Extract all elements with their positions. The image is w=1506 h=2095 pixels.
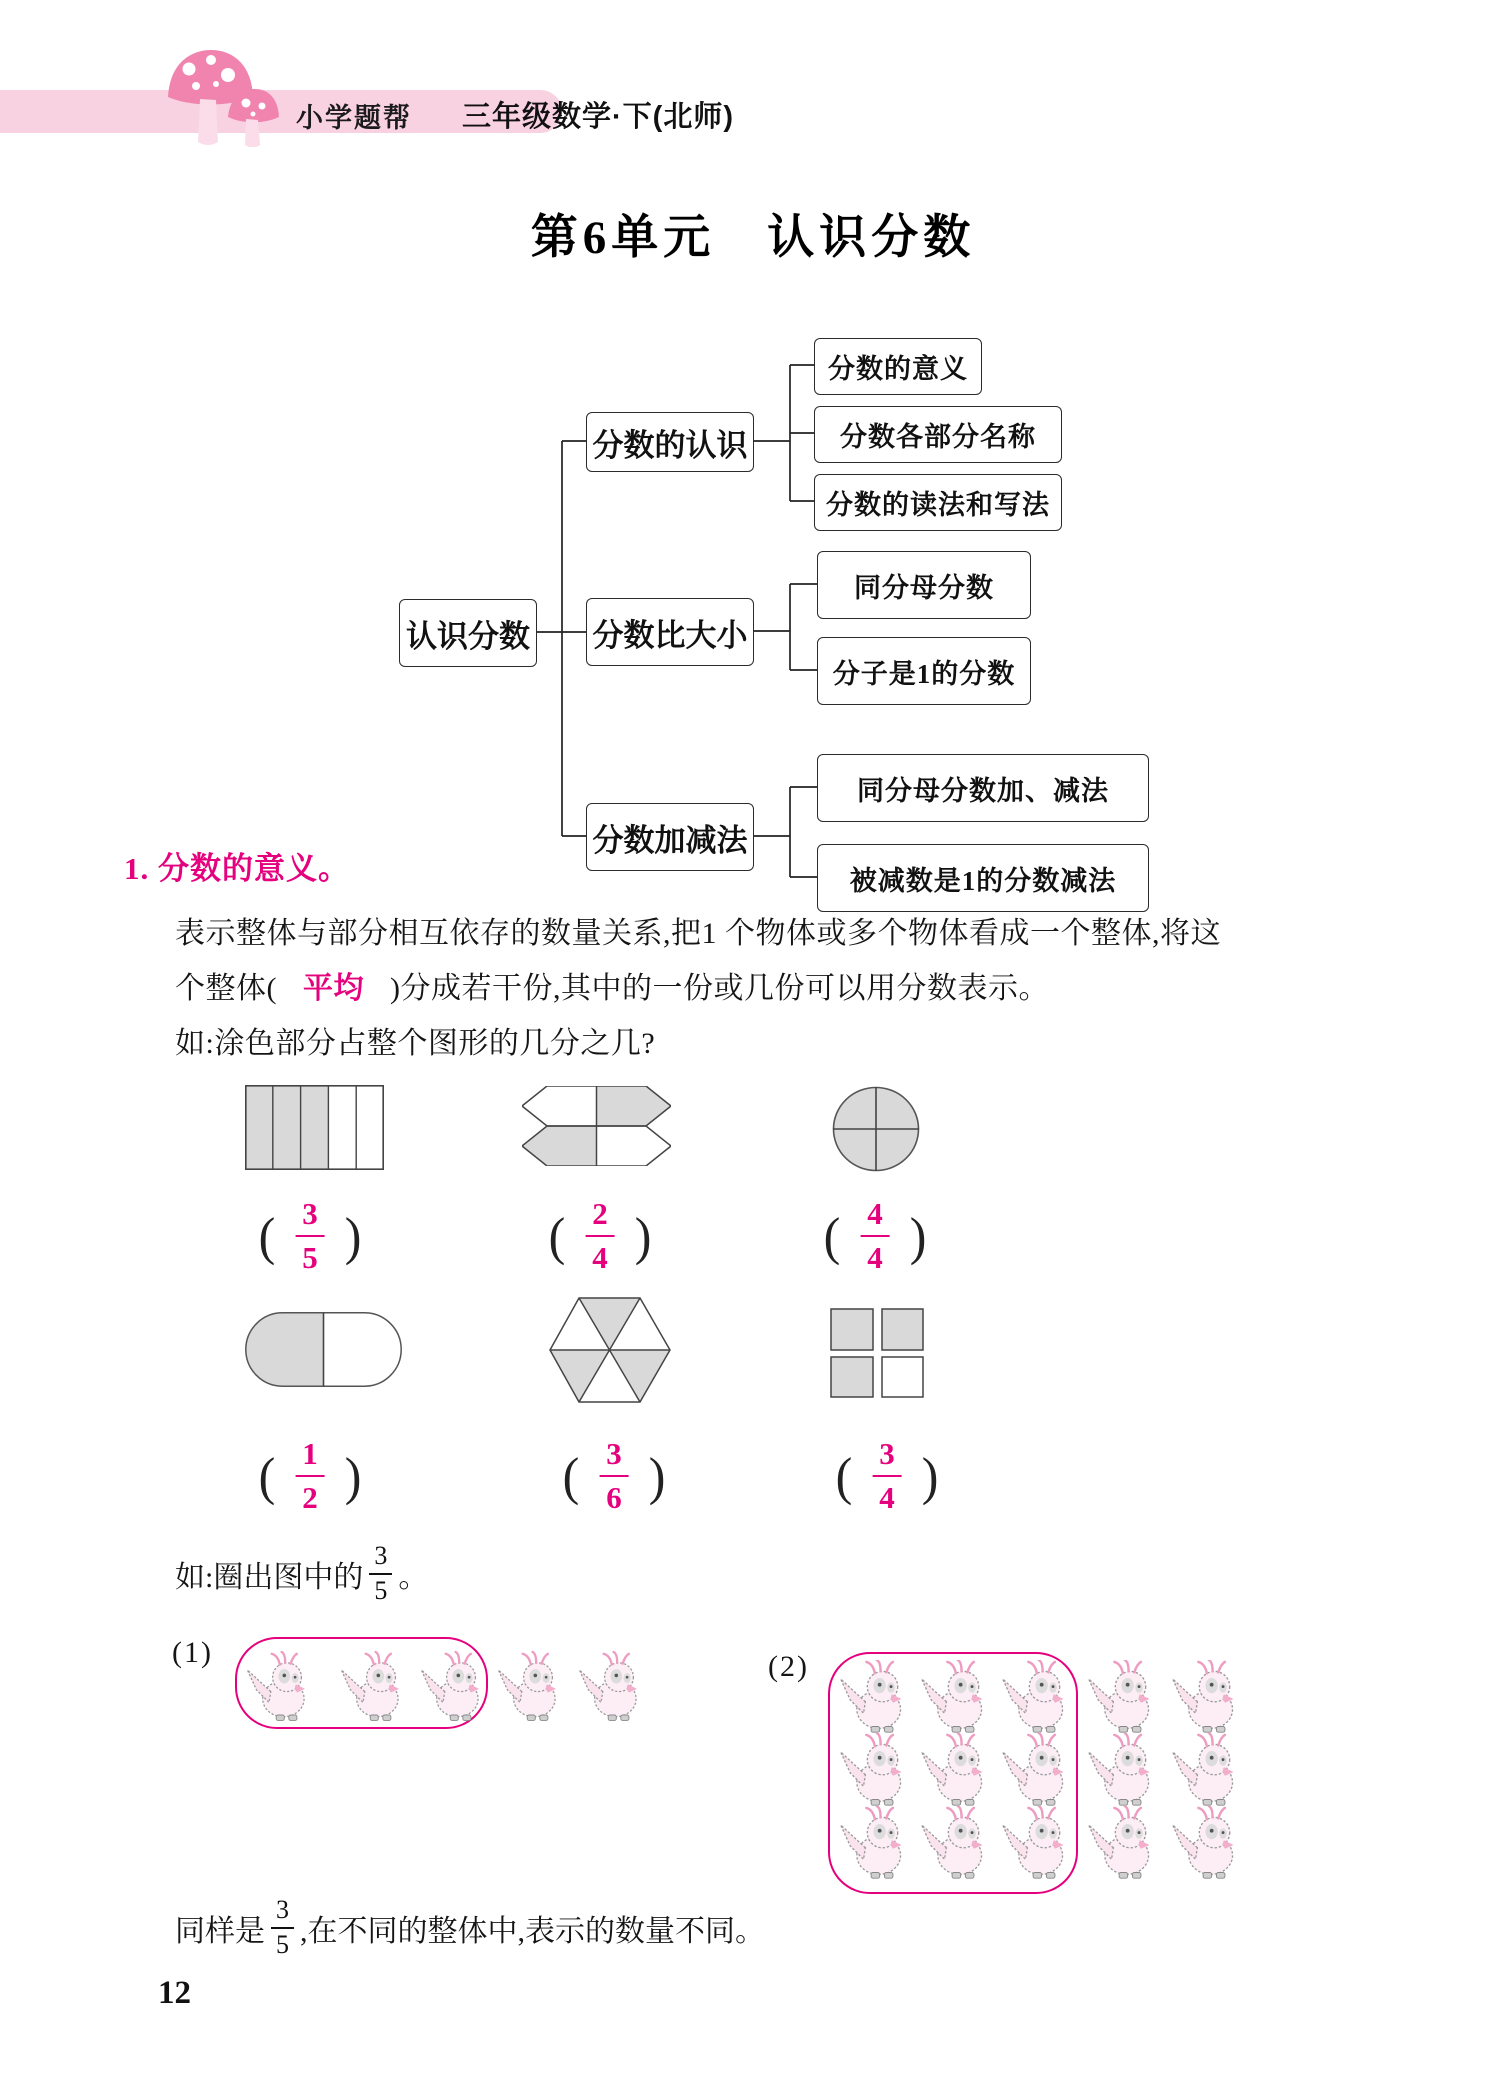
paren-close: ) [344,1446,362,1506]
brand-label: 小学题帮 [296,103,412,133]
diagram-branch-box: 分数比大小 [586,598,754,666]
fraction-4-4: $\frac{4}{4}$ [860,1196,890,1275]
edition-label: 三年级数学·下(北师) [462,101,734,133]
chick-icon [416,1650,488,1726]
shape-circle-4of4 [832,1086,920,1172]
paragraph-line-1: 表示整体与部分相互依存的数量关系,把1 个物体或多个物体看成一个整体,将这 [175,917,1221,950]
fraction-1-2: $\frac{1}{2}$ [295,1436,325,1515]
section-heading [124,843,350,888]
chick-icon [916,1660,992,1736]
item-1-label: (1) [172,1636,213,1669]
paren-close: ) [648,1446,666,1506]
fraction-3-6: $\frac{3}{6}$ [599,1436,629,1515]
line2-suffix: )分成若干份,其中的一份或几份可以用分数表示。 [390,972,1049,1005]
chick-icon [574,1650,646,1726]
chick-icon [997,1733,1073,1809]
diagram-root-box: 认识分数 [399,599,537,667]
paren-close: ) [909,1206,927,1266]
chick-icon [997,1806,1073,1882]
chick-icon [1167,1660,1243,1736]
paren-close: ) [921,1446,939,1506]
example-prompt: 如:涂色部分占整个图形的几分之几? [175,1027,656,1060]
item-2-label: (2) [768,1650,809,1683]
unit-title: 第6单元 认识分数 [530,212,976,264]
line2-prefix: 个整体( [175,972,277,1005]
fraction-2-4: $\frac{2}{4}$ [585,1196,615,1275]
shape-strips-3of5 [245,1085,384,1170]
fraction-answer [259,1196,362,1275]
chick-icon [493,1650,565,1726]
conclusion-prefix: 同样是 [175,1914,265,1948]
circle-task-line [175,1542,428,1605]
answer-blank: 平均 [303,972,364,1005]
diagram-branch-box: 分数的认识 [586,412,754,472]
chick-icon [835,1806,911,1882]
shape-capsule-1of2 [245,1312,402,1387]
fraction-answer [549,1196,652,1275]
diagram-leaf-box: 分数的意义 [814,338,982,395]
diagram-leaf-box: 分数各部分名称 [814,406,1062,463]
chick-icon [916,1733,992,1809]
chick-icon [835,1660,911,1736]
paren-open: ( [823,1206,841,1266]
chick-icon [1083,1733,1159,1809]
diagram-branch-box: 分数加减法 [586,803,754,871]
paren-open: ( [548,1206,566,1266]
paren-close: ) [634,1206,652,1266]
fraction-answer [836,1436,939,1515]
paren-open: ( [258,1446,276,1506]
chick-icon [997,1660,1073,1736]
fraction-answer [259,1436,362,1515]
diagram-leaf-box: 被减数是1的分数减法 [817,844,1149,912]
conclusion-suffix: ,在不同的整体中,表示的数量不同。 [300,1914,765,1948]
inline-fraction-3-5: 3 5 [369,1542,392,1605]
section-number: 1. [124,851,150,886]
paragraph-line-2 [175,963,1049,1007]
diagram-leaf-box: 分数的读法和写法 [814,474,1062,531]
chick-icon [1167,1806,1243,1882]
conclusion-line [175,1896,765,1959]
page-number: 12 [158,1975,191,2011]
diagram-leaf-box: 分子是1的分数 [817,637,1031,705]
shape-squares-3of4 [830,1308,924,1398]
chick-icon [1167,1733,1243,1809]
section-title: 分数的意义。 [158,851,350,886]
diagram-leaf-box: 同分母分数 [817,551,1031,619]
mushroom-logo-icon [156,42,296,147]
fraction-answer [824,1196,927,1275]
inline-fraction-3-5: 3 5 [271,1896,294,1959]
shape-banners-2of4 [522,1086,671,1166]
chick-icon [835,1733,911,1809]
chick-icon [1083,1806,1159,1882]
paren-open: ( [258,1206,276,1266]
paren-open: ( [562,1446,580,1506]
fraction-3-4: $\frac{3}{4}$ [872,1436,902,1515]
paren-close: ) [344,1206,362,1266]
chick-icon [242,1650,314,1726]
fraction-3-5: $\frac{3}{5}$ [295,1196,325,1275]
fraction-answer [563,1436,666,1515]
chick-icon [336,1650,408,1726]
circle-task-suffix: 。 [398,1560,429,1594]
chick-icon [916,1806,992,1882]
circle-task-prefix: 如:圈出图中的 [175,1560,364,1594]
paren-open: ( [835,1446,853,1506]
shape-hexagon-3of6 [549,1297,671,1403]
diagram-leaf-box: 同分母分数加、减法 [817,754,1149,822]
chick-icon [1083,1660,1159,1736]
